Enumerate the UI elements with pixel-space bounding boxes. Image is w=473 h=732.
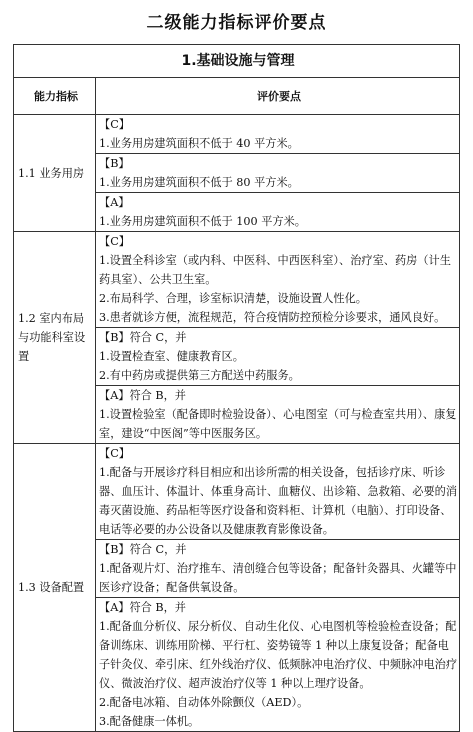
column-header-points: 评价要点 [96, 78, 460, 115]
criteria-line: 1.业务用房建筑面积不低于 100 平方米。 [99, 215, 306, 228]
grade-label: 【C】 [99, 118, 130, 131]
criteria-cell [96, 444, 460, 540]
indicator-cell: 1.2 室内布局与功能科室设置 [14, 232, 96, 444]
document-title: 二级能力指标评价要点 [146, 13, 327, 33]
grade-label: 【B】 [99, 157, 130, 170]
grade-label: 【C】 [99, 447, 130, 460]
criteria-line: 1.设置全科诊室（或内科、中医科、中西医科室）、治疗室、药房（计生药具室）、公共卫生室。 [99, 254, 451, 286]
criteria-line: 1.业务用房建筑面积不低于 40 平方米。 [99, 137, 299, 150]
criteria-line: 2.配备电冰箱、自动体外除颤仪（AED）。 [99, 696, 309, 709]
criteria-cell [96, 598, 460, 732]
indicator-cell: 1.1 业务用房 [14, 115, 96, 232]
criteria-line: 3.患者就诊方便，流程规范，符合疫情防控预检分诊要求，通风良好。 [99, 311, 446, 324]
column-header-indicator: 能力指标 [14, 78, 96, 115]
indicator-cell: 1.3 设备配置 [14, 444, 96, 732]
criteria-line: 2.布局科学、合理，诊室标识清楚，设施设置人性化。 [99, 292, 367, 305]
criteria-line: 2.有中药房或提供第三方配送中药服务。 [99, 369, 300, 382]
criteria-cell [96, 115, 460, 154]
criteria-cell [96, 540, 460, 598]
evaluation-table [13, 44, 460, 732]
criteria-cell [96, 386, 460, 444]
grade-label: 【A】 [99, 196, 130, 209]
criteria-cell [96, 328, 460, 386]
criteria-line: 1.配备观片灯、治疗推车、清创缝合包等设备；配备针灸器具、火罐等中医诊疗设备；配备供氧设备。 [99, 562, 457, 594]
criteria-line: 1.配备血分析仪、尿分析仪、自动生化仪、心电图机等检验检查设备；配备训练床、训练用阶梯、平行杠、姿势镜等 1 种以上康复设备；配备电子针灸仪、牵引床、红外线治疗仪、低频脉冲电治疗仪、中频脉冲电治疗仪、微波治疗仪、超声波治疗仪等 1 种以上理疗设备。 [99, 620, 458, 690]
table-row [14, 232, 460, 328]
grade-label: 【A】符合 B，并 [99, 389, 186, 402]
grade-label: 【C】 [99, 235, 130, 248]
table-row [14, 115, 460, 154]
criteria-line: 1.设置检查室、健康教育区。 [99, 350, 244, 363]
criteria-cell [96, 154, 460, 193]
criteria-line: 1.业务用房建筑面积不低于 80 平方米。 [99, 176, 299, 189]
criteria-cell [96, 232, 460, 328]
criteria-line: 3.配备健康一体机。 [99, 715, 200, 728]
criteria-cell [96, 193, 460, 232]
section-title: 1.基础设施与管理 [14, 45, 460, 78]
grade-label: 【A】符合 B，并 [99, 601, 186, 614]
grade-label: 【B】符合 C，并 [99, 331, 187, 344]
table-row [14, 444, 460, 540]
grade-label: 【B】符合 C，并 [99, 543, 187, 556]
criteria-line: 1.设置检验室（配备即时检验设备）、心电图室（可与检查室共用）、康复室，建设“中医阁”等中医服务区。 [99, 408, 457, 440]
criteria-line: 1.配备与开展诊疗科目相应和出诊所需的相关设备，包括诊疗床、听诊器、血压计、体温计、体重身高计、血糖仪、出诊箱、急救箱、必要的消毒灭菌设施、药品柜等医疗设备和资料柜、计算机（电脑）、打印设备、电话等必要的办公设备以及健康教育影像设备。 [99, 466, 458, 536]
